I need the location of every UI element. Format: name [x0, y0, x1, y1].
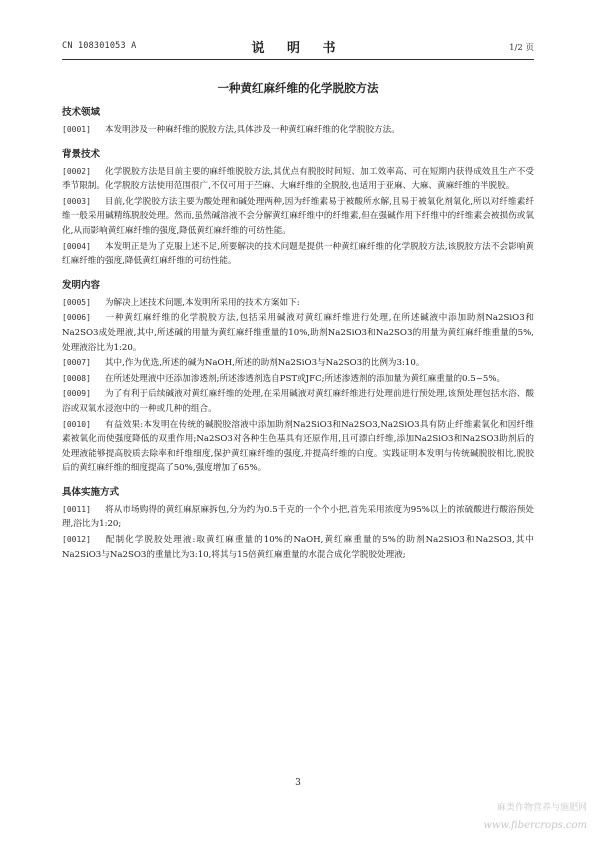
paragraph-number: [0001] — [62, 125, 91, 134]
paragraph-number: [0009] — [62, 389, 91, 399]
paragraph-number: [0008] — [62, 373, 91, 383]
paragraph-text: 本发明正是为了克服上述不足,所要解决的技术问题是提供一种黄红麻纤维的化学脱胶方法,该脱胶方法不会影响黄红麻纤维的强度,降低黄红麻纤维的可纺性能。 — [62, 241, 534, 267]
paragraph-text: 化学脱胶方法是目前主要的麻纤维脱胶方法,其优点有脱胶时间短、加工效率高、可在短期内获得成效且生产不受季节限制。化学脱胶方法使用范围很广,不仅可用于苎麻、大麻纤维的全脱胶,也适用于亚麻、大麻、黄麻纤维的半脱胶。 — [62, 166, 534, 192]
paragraph-number: [0002] — [62, 166, 91, 176]
section-heading: 具体实施方式 — [62, 486, 120, 498]
document-body — [62, 106, 534, 563]
paragraph — [62, 165, 534, 194]
paragraph-text: 为了有利于后续碱液对黄红麻纤维的处理,在采用碱液对黄红麻纤维进行处理前进行预处理,该预处理包括水浴、酸浴或双氧水浸泡中的一种或几种的组合。 — [62, 389, 534, 414]
paragraph — [62, 123, 534, 138]
paragraph-number: [0012] — [62, 535, 91, 545]
document-type-title: 说 明 书 — [251, 41, 345, 56]
document-number: CN 108301053 A — [62, 41, 137, 51]
paragraph-text: 在所述处理液中还添加渗透剂;所述渗透剂选自PST或JFC;所述渗透剂的添加量为黄红麻重量的0.5~5%。 — [104, 373, 506, 384]
paragraph-text: 一种黄红麻纤维的化学脱胶方法,包括采用碱液对黄红麻纤维进行处理,在所述碱液中添加助剂Na2SiO3和Na2SO3成处理液,其中,所述碱的用量为黄红麻纤维重量的10%,助剂Na2SiO3和Na2SO3的用量为黄红麻纤维重量的5%,处理液浴比为1:20。 — [62, 313, 534, 353]
paragraph — [62, 503, 534, 532]
paragraph — [62, 311, 534, 355]
paragraph-text: 配制化学脱胶处理液:取黄红麻重量的10%的NaOH,黄红麻重量的5%的助剂Na2SiO3和Na2SO3,其中Na2SiO3与Na2SO3的重量比为3:10,将其与15倍黄红麻重量的水混合成化学脱胶处理液; — [62, 535, 534, 560]
paragraph — [62, 418, 534, 476]
paragraph — [62, 387, 534, 416]
watermark-site-name: 麻类作物营养与施肥网 — [496, 803, 587, 813]
paragraph-number: [0006] — [62, 313, 91, 323]
site-watermark — [483, 800, 587, 832]
paragraph — [62, 372, 534, 387]
watermark-url: www.fibercrops.com — [483, 820, 587, 831]
paragraph — [62, 296, 534, 311]
paragraph — [62, 240, 534, 269]
paragraph — [62, 195, 534, 239]
paragraph — [62, 356, 534, 371]
page-header — [62, 37, 534, 59]
page-number: 3 — [295, 778, 301, 788]
paragraph-text: 目前,化学脱胶方法主要为酸处理和碱处理两种,因为纤维素易于被酸所水解,且易于被氧化剂氧化,所以对纤维素纤维一般采用碱精练脱胶处理。然而,虽然碱溶液不会分解黄红麻纤维中的纤维素,但在强碱作用下纤维中的纤维素会被损伤或氧化,从而影响黄红麻纤维的强度,降低黄红麻纤维的可纺性能。 — [62, 196, 534, 236]
paragraph-text: 本发明涉及一种麻纤维的脱胶方法,具体涉及一种黄红麻纤维的化学脱胶方法。 — [104, 125, 400, 135]
paragraph-number: [0003] — [62, 196, 91, 206]
paragraph-text: 其中,作为优选,所述的碱为NaOH,所述的助剂Na2SiO3与Na2SO3的比例为3:10。 — [104, 358, 425, 369]
page-indicator: 1/2 页 — [509, 43, 534, 53]
paragraph-number: [0010] — [62, 419, 91, 429]
section-heading: 发明内容 — [62, 279, 101, 291]
paragraph-number: [0011] — [62, 504, 91, 514]
paragraph-text: 有益效果:本发明在传统的碱脱胶溶液中添加助剂Na2SiO3和Na2SO3,Na2SiO3具有防止纤维素氧化和因纤维素被氧化而使强度降低的双重作用;Na2SO3对各种生色基具有还原作用,且可漂白纤维,添加Na2SiO3和Na2SO3助剂后的处理液能够提高胶质去除率和纤维细度,保护黄红麻纤维的强度,并提高纤维的白度。实践证明本发明与传统碱脱胶相比,脱胶后的黄红麻纤维的细度提高了50%,强度增加了65%。 — [62, 419, 534, 474]
section-heading: 背景技术 — [62, 148, 101, 160]
paragraph — [62, 533, 534, 562]
section-heading: 技术领域 — [62, 107, 101, 118]
paragraph-number: [0004] — [62, 241, 91, 251]
header-divider — [62, 59, 534, 60]
paragraph-number: [0007] — [62, 358, 91, 368]
paragraph-number: [0005] — [62, 297, 91, 307]
paragraph-text: 为解决上述技术问题,本发明所采用的技术方案如下: — [104, 297, 300, 308]
invention-title: 一种黄红麻纤维的化学脱胶方法 — [217, 81, 379, 95]
paragraph-text: 将从市场购得的黄红麻原麻拆包,分为约为0.5千克的一个个小把,首先采用浓度为95%以上的浓硫酸进行酸浴预处理,浴比为1:20; — [62, 504, 534, 530]
